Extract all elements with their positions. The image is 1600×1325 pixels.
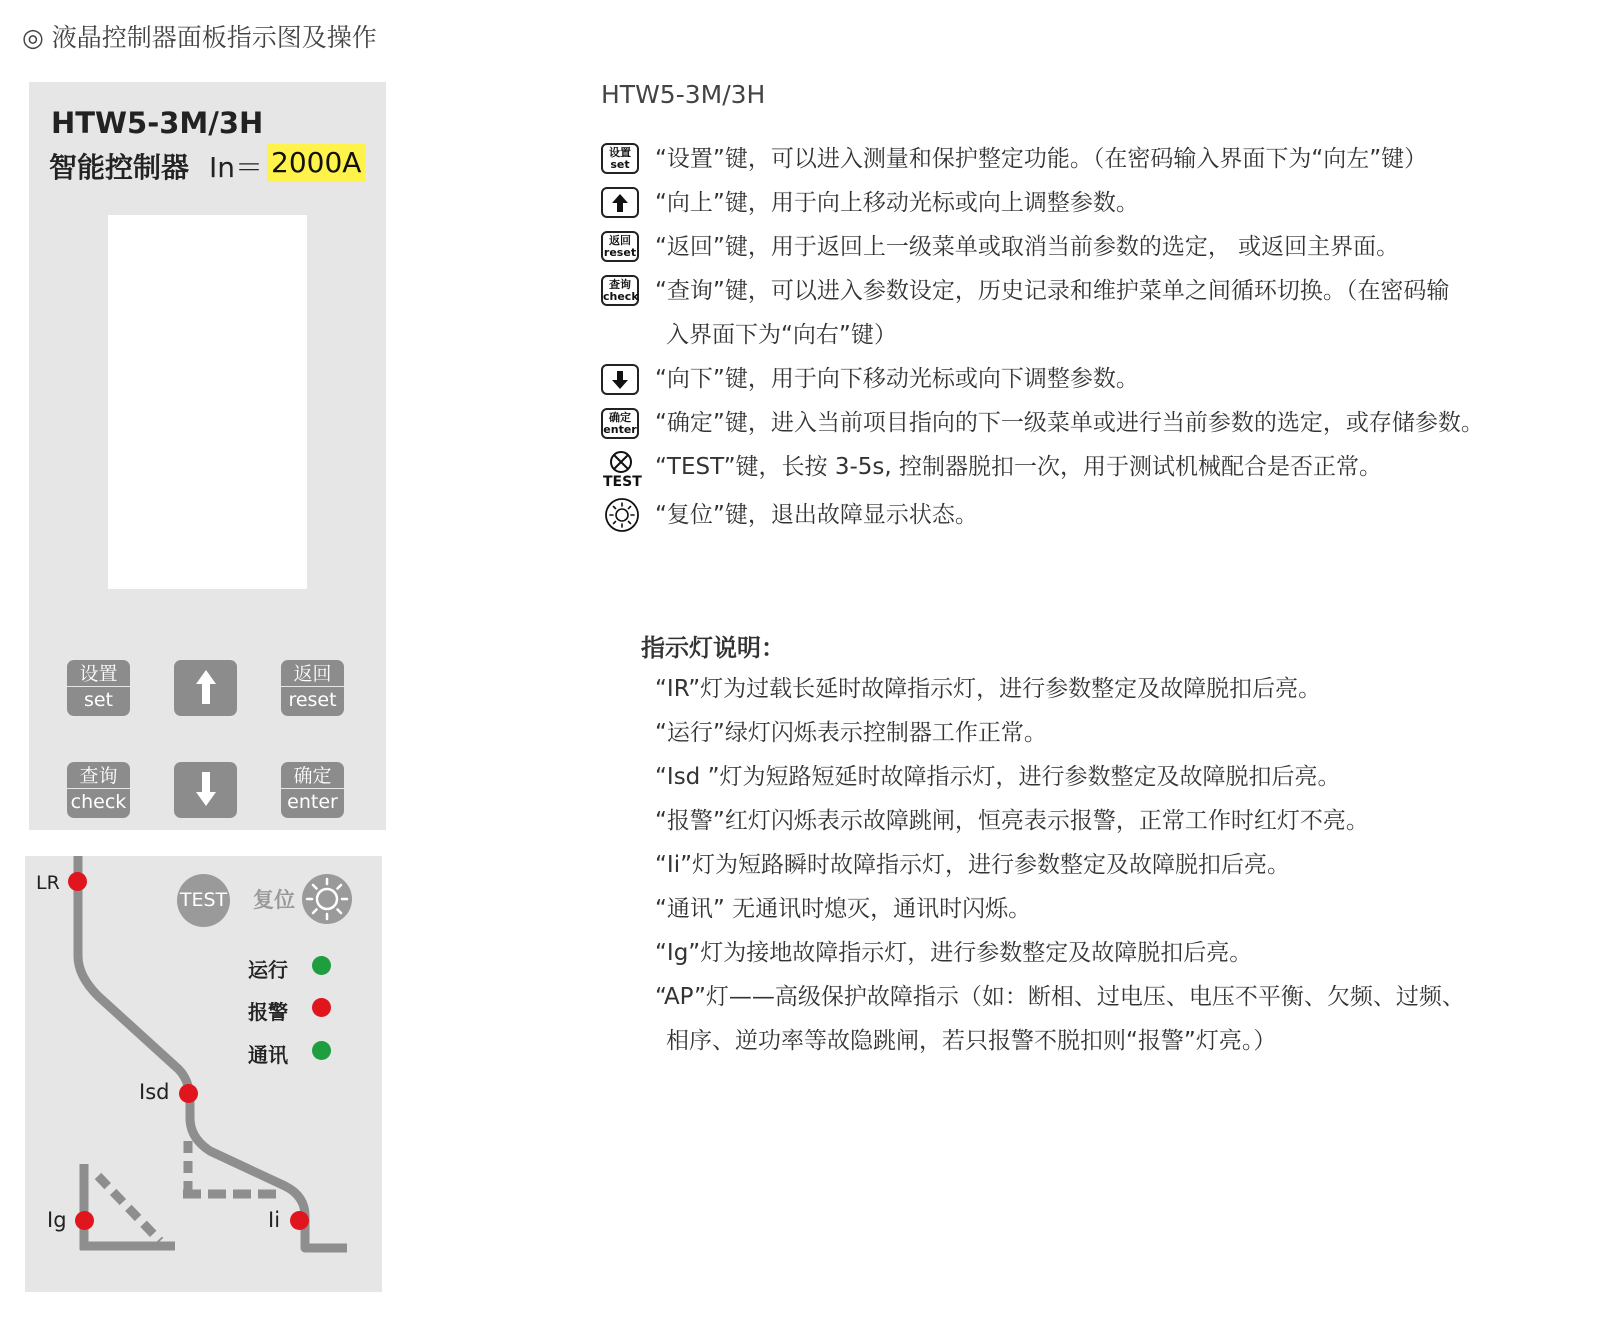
up-button[interactable] (174, 660, 237, 716)
test-icon (609, 450, 633, 474)
panel-model: HTW5-3M/3H (51, 106, 264, 140)
check-key-icon-bottom: check (603, 290, 639, 303)
set-key-icon-top: 设置 (609, 146, 631, 159)
check-key-icon (601, 275, 639, 306)
comm-label: 通讯 (248, 1043, 288, 1067)
reset-lamp-icon[interactable] (301, 873, 353, 925)
reset-button[interactable] (281, 660, 344, 716)
check-key-description-cont: 入界面下为“向右”键） (666, 322, 897, 348)
enter-key-icon-bottom: enter (603, 423, 637, 436)
page-heading: ◎ 液晶控制器面板指示图及操作 (22, 23, 377, 52)
check-button-bottom: check (70, 791, 127, 813)
enter-key-icon (601, 408, 639, 439)
reset-lamp-label: 复位 (253, 888, 295, 912)
comm-indicator-dot (312, 1041, 331, 1060)
set-key-icon-bottom: set (610, 158, 630, 171)
check-button[interactable] (67, 762, 130, 818)
indicator-title: 指示灯说明： (641, 634, 785, 662)
ig-indicator-dot (75, 1211, 94, 1230)
down-arrow-icon (195, 770, 217, 808)
test-button[interactable]: TEST (177, 874, 230, 927)
indicator-item: “AP”灯——高级保护故障指示（如：断相、过电压、电压不平衡、欠频、过频、 (655, 984, 1465, 1010)
isd-label: Isd (139, 1080, 170, 1104)
panel-in-value: 2000A (267, 144, 365, 182)
isd-indicator-dot (179, 1084, 198, 1103)
enter-button[interactable] (281, 762, 344, 818)
down-arrow-icon (611, 370, 629, 390)
lcd-screen (108, 215, 307, 589)
reset-button-bottom: reset (288, 689, 337, 711)
run-indicator-dot (312, 956, 331, 975)
check-key-icon-top: 查询 (609, 278, 631, 291)
indicator-item: “通讯” 无通讯时熄灭，通讯时闪烁。 (655, 896, 1032, 922)
ig-label: Ig (47, 1208, 67, 1232)
ii-indicator-dot (290, 1211, 309, 1230)
set-button-bottom: set (83, 689, 114, 711)
run-label: 运行 (248, 958, 288, 982)
check-key-description: “查询”键，可以进入参数设定，历史记录和维护菜单之间循环切换。（在密码输 (655, 278, 1450, 304)
reset-key-lamp-description: “复位”键，退出故障显示状态。 (655, 502, 978, 528)
reset-lamp-icon (604, 497, 640, 533)
reset-key-description: “返回”键，用于返回上一级菜单或取消当前参数的选定， 或返回主界面。 (655, 234, 1400, 260)
enter-key-description: “确定”键，进入当前项目指向的下一级菜单或进行当前参数的选定，或存储参数。 (655, 410, 1484, 436)
alarm-label: 报警 (248, 1000, 288, 1024)
reset-key-icon-bottom: reset (603, 246, 637, 259)
lr-label: LR (36, 872, 60, 894)
down-key-description: “向下”键，用于向下移动光标或向下调整参数。 (655, 366, 1139, 392)
reset-key-icon (601, 231, 639, 262)
up-arrow-icon (611, 193, 629, 213)
enter-button-top: 确定 (281, 762, 344, 789)
set-button-top: 设置 (67, 660, 130, 687)
alarm-indicator-dot (312, 998, 331, 1017)
enter-key-icon-top: 确定 (609, 411, 631, 424)
test-icon-label: TEST (603, 474, 642, 490)
indicator-item: “报警”红灯闪烁表示故障跳闸，恒亮表示报警，正常工作时红灯不亮。 (655, 808, 1369, 834)
controller-panel (29, 82, 386, 830)
ii-label: Ii (268, 1208, 281, 1232)
indicator-item: “运行”绿灯闪烁表示控制器工作正常。 (655, 720, 1047, 746)
indicator-item: “Isd ”灯为短路短延时故障指示灯，进行参数整定及故障脱扣后亮。 (655, 764, 1341, 790)
enter-button-bottom: enter (287, 791, 338, 813)
indicator-item: 相序、逆功率等故隐跳闸，若只报警不脱扣则“报警”灯亮。） (666, 1028, 1277, 1054)
indicator-item: “Ig”灯为接地故障指示灯，进行参数整定及故障脱扣后亮。 (655, 940, 1253, 966)
model-title: HTW5-3M/3H (601, 80, 766, 109)
indicator-item: “Ii”灯为短路瞬时故障指示灯，进行参数整定及故障脱扣后亮。 (655, 852, 1291, 878)
lr-indicator-dot (68, 872, 87, 891)
up-key-icon (601, 187, 639, 218)
up-key-description: “向上”键，用于向上移动光标或向上调整参数。 (655, 190, 1139, 216)
set-key-icon (601, 143, 639, 174)
reset-button-top: 返回 (281, 660, 344, 687)
down-button[interactable] (174, 762, 237, 818)
down-key-icon (601, 364, 639, 395)
set-button[interactable] (67, 660, 130, 716)
indicator-panel (25, 856, 382, 1292)
reset-key-icon-top: 返回 (609, 234, 631, 247)
indicator-item: “IR”灯为过载长延时故障指示灯，进行参数整定及故障脱扣后亮。 (655, 676, 1322, 702)
set-key-description: “设置”键，可以进入测量和保护整定功能。（在密码输入界面下为“向左”键） (655, 146, 1428, 172)
up-arrow-icon (195, 668, 217, 706)
panel-controller-name: 智能控制器 (49, 151, 190, 184)
test-key-description: “TEST”键，长按 3-5s, 控制器脱扣一次，用于测试机械配合是否正常。 (655, 454, 1383, 480)
panel-in-label: In＝ (209, 151, 264, 184)
check-button-top: 查询 (67, 762, 130, 789)
